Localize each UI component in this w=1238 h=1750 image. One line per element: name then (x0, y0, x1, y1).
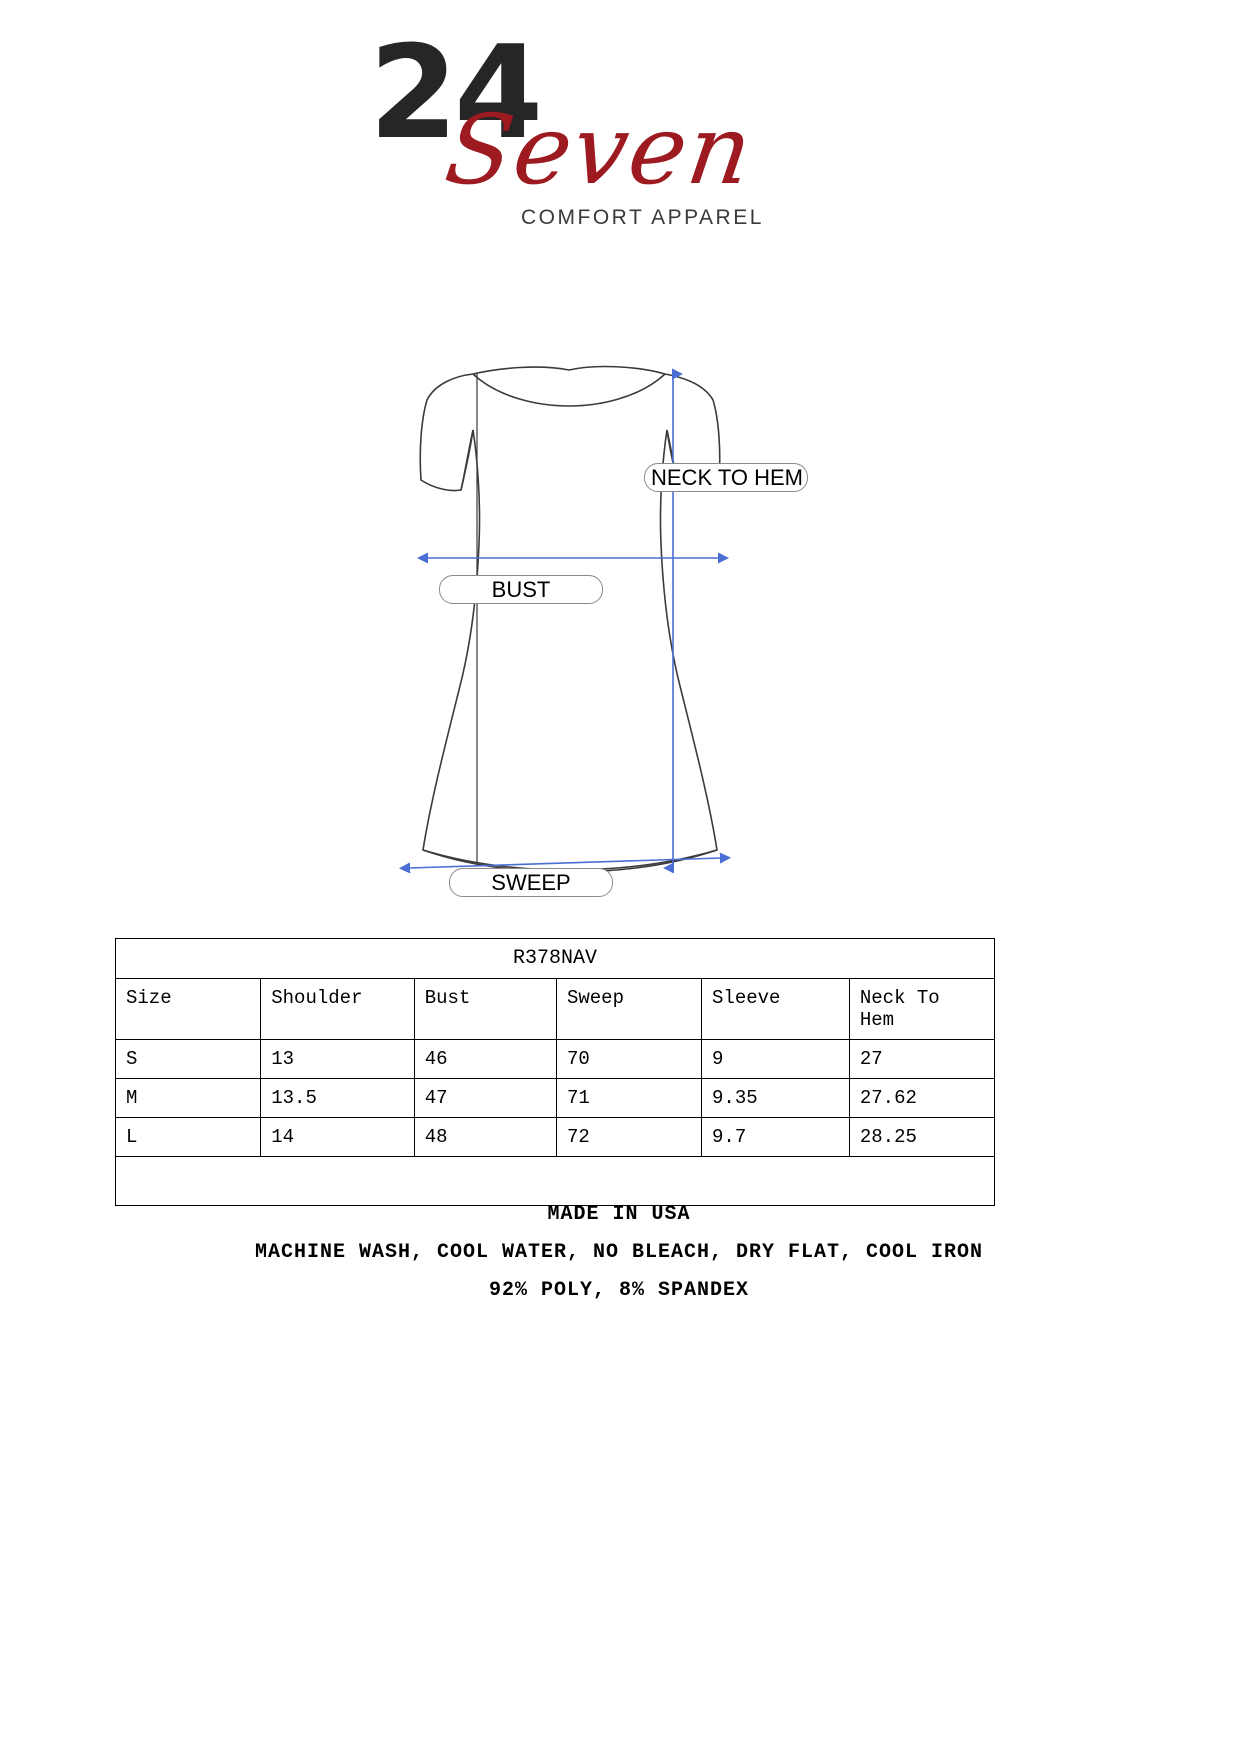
style-number-cell: R378NAV (116, 939, 995, 979)
cell-size: L (116, 1118, 261, 1157)
brand-logo (0, 19, 1238, 260)
cell-sweep: 71 (556, 1079, 701, 1118)
column-header-bust: Bust (414, 979, 556, 1040)
column-header-neck-to-hem: Neck To Hem (849, 979, 994, 1040)
cell-sleeve: 9.7 (702, 1118, 850, 1157)
fabric-content-line: 92% POLY, 8% SPANDEX (488, 1279, 750, 1302)
cell-size: M (116, 1079, 261, 1118)
table-row (116, 1118, 995, 1157)
logo-tagline: COMFORT APPAREL (521, 206, 764, 229)
table-header-row (116, 979, 995, 1040)
logo-script-word: Seven (439, 94, 761, 206)
made-in-usa-line: MADE IN USA (547, 1203, 691, 1226)
cell-shoulder: 14 (261, 1118, 414, 1157)
column-header-size: Size (116, 979, 261, 1040)
cell-sweep: 70 (556, 1040, 701, 1079)
logo-number: 24 (369, 19, 540, 168)
table-row (116, 1040, 995, 1079)
cell-sweep: 72 (556, 1118, 701, 1157)
callout-neck-to-hem: NECK TO HEM (644, 463, 808, 492)
callout-bust: BUST (439, 575, 603, 604)
size-chart-table (115, 938, 995, 1206)
cell-neck-to-hem: 28.25 (849, 1118, 994, 1157)
cell-bust: 47 (414, 1079, 556, 1118)
care-instructions (0, 1196, 1238, 1310)
cell-sleeve: 9.35 (702, 1079, 850, 1118)
cell-bust: 46 (414, 1040, 556, 1079)
column-header-sleeve: Sleeve (702, 979, 850, 1040)
callout-sweep: SWEEP (449, 868, 613, 897)
size-chart-table-wrapper (115, 938, 995, 1206)
garment-sketch-svg (369, 360, 869, 920)
garment-outline (420, 367, 720, 872)
cell-sleeve: 9 (702, 1040, 850, 1079)
cell-shoulder: 13 (261, 1040, 414, 1079)
column-header-shoulder: Shoulder (261, 979, 414, 1040)
cell-neck-to-hem: 27.62 (849, 1079, 994, 1118)
cell-size: S (116, 1040, 261, 1079)
garment-measurement-diagram (369, 360, 869, 920)
cell-bust: 48 (414, 1118, 556, 1157)
cell-neck-to-hem: 27 (849, 1040, 994, 1079)
column-header-sweep: Sweep (556, 979, 701, 1040)
table-row (116, 1079, 995, 1118)
wash-instructions-line: MACHINE WASH, COOL WATER, NO BLEACH, DRY FLAT, COOL IRON (254, 1241, 984, 1264)
cell-shoulder: 13.5 (261, 1079, 414, 1118)
style-number-row (116, 939, 995, 979)
